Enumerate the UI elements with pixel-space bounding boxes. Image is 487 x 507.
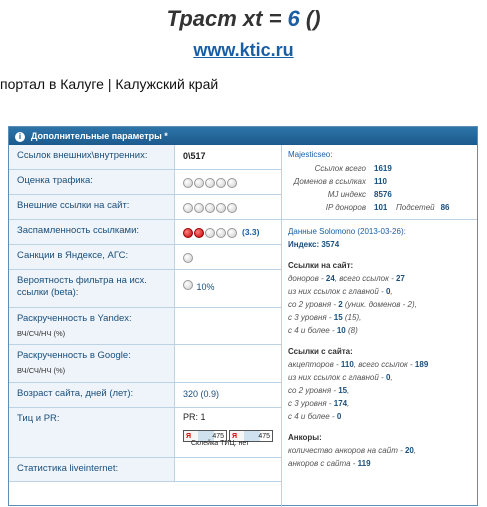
yandex-logo-icon: Я <box>186 433 192 440</box>
stat-value: 15 <box>338 386 348 395</box>
links-value: 0\517 <box>183 151 206 161</box>
stat-label: IP доноров <box>325 203 366 212</box>
stats-column <box>281 145 477 507</box>
stat-label: Подсетей <box>396 203 435 212</box>
stat-text: , <box>390 287 393 296</box>
rating-dot <box>216 178 226 188</box>
stat-text: количество анкоров на сайт - <box>288 446 405 455</box>
stat-text: анкоров с сайта - <box>288 459 358 468</box>
stat-line <box>288 410 471 423</box>
stat-value: 0 <box>385 287 391 296</box>
stat-text: , <box>413 446 417 455</box>
stat-label: Ссылок всего <box>314 164 366 173</box>
external-rating <box>183 202 238 213</box>
rating-dot <box>194 178 204 188</box>
rating-dot <box>227 228 237 238</box>
stat-line <box>288 298 471 311</box>
stat-value: 1619 <box>374 164 392 173</box>
row-sanctions <box>9 245 281 270</box>
row-label: Санкции в Яндексе, АГС: <box>9 245 175 269</box>
stat-line <box>288 324 471 337</box>
stat-text: акцепторов - <box>288 360 341 369</box>
stat-value: 0 <box>385 373 391 382</box>
stat-label: MJ индекс <box>327 190 366 199</box>
stat-value: 24 <box>325 274 335 283</box>
stat-line <box>288 457 471 470</box>
stat-value: 110 <box>340 360 354 369</box>
panel-header <box>9 127 477 145</box>
row-label: Тиц и PR: <box>9 408 175 457</box>
row-links <box>9 145 281 170</box>
stat-text: , <box>347 386 350 395</box>
row-label <box>9 345 175 382</box>
stat-text: (уник. доменов - 2), <box>342 300 417 309</box>
stat-text: , <box>390 373 393 382</box>
row-label: Ссылок внешних\внутренних: <box>9 145 175 169</box>
rating-dot <box>205 178 215 188</box>
row-label: Статистика liveinternet: <box>9 458 175 481</box>
stat-text: , всего ссылок - <box>334 274 396 283</box>
links-from-site-title: Ссылки с сайта: <box>288 347 353 356</box>
solomono-section <box>282 220 477 475</box>
stat-line <box>288 384 471 397</box>
stat-text: со 2 уровня - <box>288 300 339 309</box>
age-value: 320 (0.9) <box>183 389 220 399</box>
yandex-logo-icon: Я <box>232 433 238 440</box>
stat-line <box>288 371 471 384</box>
rating-dot <box>205 203 215 213</box>
stat-text: со 2 уровня - <box>288 386 339 395</box>
anchors-list <box>288 444 471 470</box>
row-spam <box>9 220 281 245</box>
rating-dot <box>205 228 215 238</box>
site-description: портал в Калуге | Калужский край <box>0 76 219 92</box>
yandex-sub: ВЧ/СЧ/НЧ (%) <box>17 329 66 338</box>
stat-value: 27 <box>395 274 405 283</box>
tic-badge-value: 475 <box>258 433 270 440</box>
stat-label: Доменов в ссылках <box>293 177 366 186</box>
spam-rating <box>183 227 238 238</box>
stat-text: с 4 и более - <box>288 326 337 335</box>
stat-value: 174 <box>333 399 348 408</box>
stat-value: 8576 <box>374 190 392 199</box>
rating-dot <box>183 203 193 213</box>
links-from-site <box>288 358 471 423</box>
rating-dot <box>194 203 204 213</box>
stat-value: 10 <box>336 326 346 335</box>
stat-text: из них ссылок с главной - <box>288 287 386 296</box>
panel-heading: Дополнительные параметры * <box>31 131 168 141</box>
stat-value: 0 <box>336 412 342 421</box>
tic-glue: Склейка ТИЦ: нет <box>191 440 250 447</box>
rating-dot <box>227 203 237 213</box>
rating-dot <box>183 178 193 188</box>
pr-value[interactable]: PR: 1 <box>183 412 206 422</box>
stat-text: с 3 уровня - <box>288 399 334 408</box>
row-label: Возраст сайта, дней (лет): <box>9 383 175 407</box>
params-table <box>9 145 281 482</box>
majestic-title[interactable]: Majesticseo: <box>288 150 333 159</box>
tic-badge-value: 475 <box>212 433 224 440</box>
stat-line <box>288 397 471 410</box>
stat-value: 189 <box>414 360 429 369</box>
sanctions-indicator <box>183 253 193 263</box>
google-label: Раскрученность в Google: <box>17 350 131 361</box>
stat-value: 20 <box>404 446 414 455</box>
stat-text: доноров - <box>288 274 326 283</box>
filter-indicator <box>183 280 193 290</box>
solomono-index: Индекс: 3574 <box>288 240 340 249</box>
stat-text: с 4 и более - <box>288 412 337 421</box>
rating-dot <box>183 228 193 238</box>
info-icon: i <box>15 132 25 142</box>
majestic-section <box>282 145 477 220</box>
traffic-rating <box>183 177 238 188</box>
rating-dot <box>194 228 204 238</box>
row-label: Внешние ссылки на сайт: <box>9 195 175 219</box>
stat-value: 101 <box>374 203 388 212</box>
stat-line <box>288 358 471 371</box>
stat-text: (15), <box>342 313 362 322</box>
trust-value: 6 <box>287 6 300 31</box>
stat-text: (8) <box>345 326 358 335</box>
row-filter <box>9 270 281 308</box>
rating-dot <box>227 178 237 188</box>
anchors-title: Анкоры: <box>288 433 322 442</box>
row-external <box>9 195 281 220</box>
solomono-title[interactable]: Данные Solomono (2013-03-26): <box>288 227 406 236</box>
spam-value: (3.3) <box>242 227 260 237</box>
row-age <box>9 383 281 408</box>
yandex-label: Раскрученность в Yandex: <box>17 313 132 324</box>
row-label <box>9 308 175 344</box>
row-google <box>9 345 281 383</box>
google-sub: ВЧ/СЧ/НЧ (%) <box>17 366 66 375</box>
links-to-site <box>288 272 471 337</box>
stat-text: , <box>347 399 350 408</box>
site-link[interactable]: www.ktic.ru <box>193 40 294 60</box>
stat-text: , всего ссылок - <box>353 360 415 369</box>
row-label: Заспамленность ссылками: <box>9 220 175 244</box>
stat-value: 15 <box>333 313 343 322</box>
stat-value: 119 <box>357 459 371 468</box>
rating-dot <box>216 203 226 213</box>
params-panel <box>8 126 478 506</box>
stat-line <box>288 285 471 298</box>
stat-text: из них ссылок с главной - <box>288 373 386 382</box>
links-to-site-title: Ссылки на сайт: <box>288 261 354 270</box>
title-suffix: () <box>299 6 321 31</box>
row-yandex <box>9 308 281 345</box>
row-traffic <box>9 170 281 195</box>
page-title <box>0 6 487 32</box>
stat-value: 86 <box>440 203 450 212</box>
row-label: Оценка трафика: <box>9 170 175 194</box>
filter-value: 10% <box>196 282 215 292</box>
rating-dot <box>216 228 226 238</box>
row-label: Вероятность фильтра на исх. ссылки (beta): <box>9 270 175 307</box>
title-prefix: Траст xt = <box>166 6 288 31</box>
stat-line <box>288 311 471 324</box>
row-tic-pr <box>9 408 281 458</box>
stat-value: 2 <box>338 300 343 309</box>
stat-text: с 3 уровня - <box>288 313 334 322</box>
row-liveinternet <box>9 458 281 482</box>
stat-line <box>288 444 471 457</box>
stat-value: 110 <box>374 177 387 186</box>
stat-line <box>288 272 471 285</box>
